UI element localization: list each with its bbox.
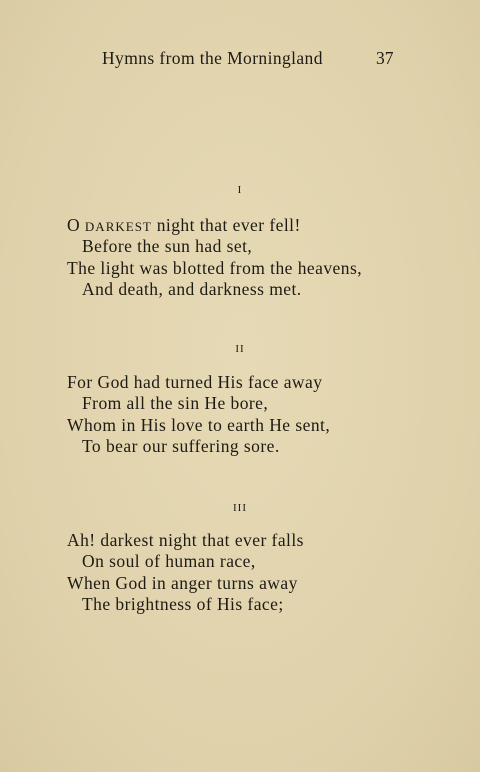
stanza-line: Before the sun had set, xyxy=(82,236,253,257)
line-text: night that ever fell! xyxy=(151,215,301,235)
stanza-line: And death, and darkness met. xyxy=(82,278,302,299)
stanza-line: To bear our suffering sore. xyxy=(82,435,280,456)
stanza-line: From all the sin He bore, xyxy=(82,393,269,414)
stanza-numeral-1: I xyxy=(237,184,243,196)
stanza-line: Ah! darkest night that ever falls xyxy=(67,530,304,550)
running-title: Hymns from the Morningland xyxy=(102,48,323,68)
small-caps-word: DARKEST xyxy=(84,219,152,234)
stanza-line: Whom in His love to earth He sent, xyxy=(67,414,331,435)
stanza-1 xyxy=(67,215,362,300)
stanza-line: The brightness of His face; xyxy=(82,593,284,614)
stanza-line xyxy=(67,215,362,236)
stanza-line: The light was blotted from the heavens, xyxy=(67,257,363,278)
stanza-line: On soul of human race, xyxy=(82,551,256,572)
stanza-2 xyxy=(67,372,330,457)
line-lead: O xyxy=(67,215,85,235)
stanza-numeral-3: III xyxy=(233,502,247,514)
stanza-line: For God had turned His face away xyxy=(67,372,323,392)
stanza-line: When God in anger turns away xyxy=(67,572,298,593)
stanza-3 xyxy=(67,530,304,615)
page-number: 37 xyxy=(376,48,394,68)
stanza-numeral-2: II xyxy=(235,343,245,355)
